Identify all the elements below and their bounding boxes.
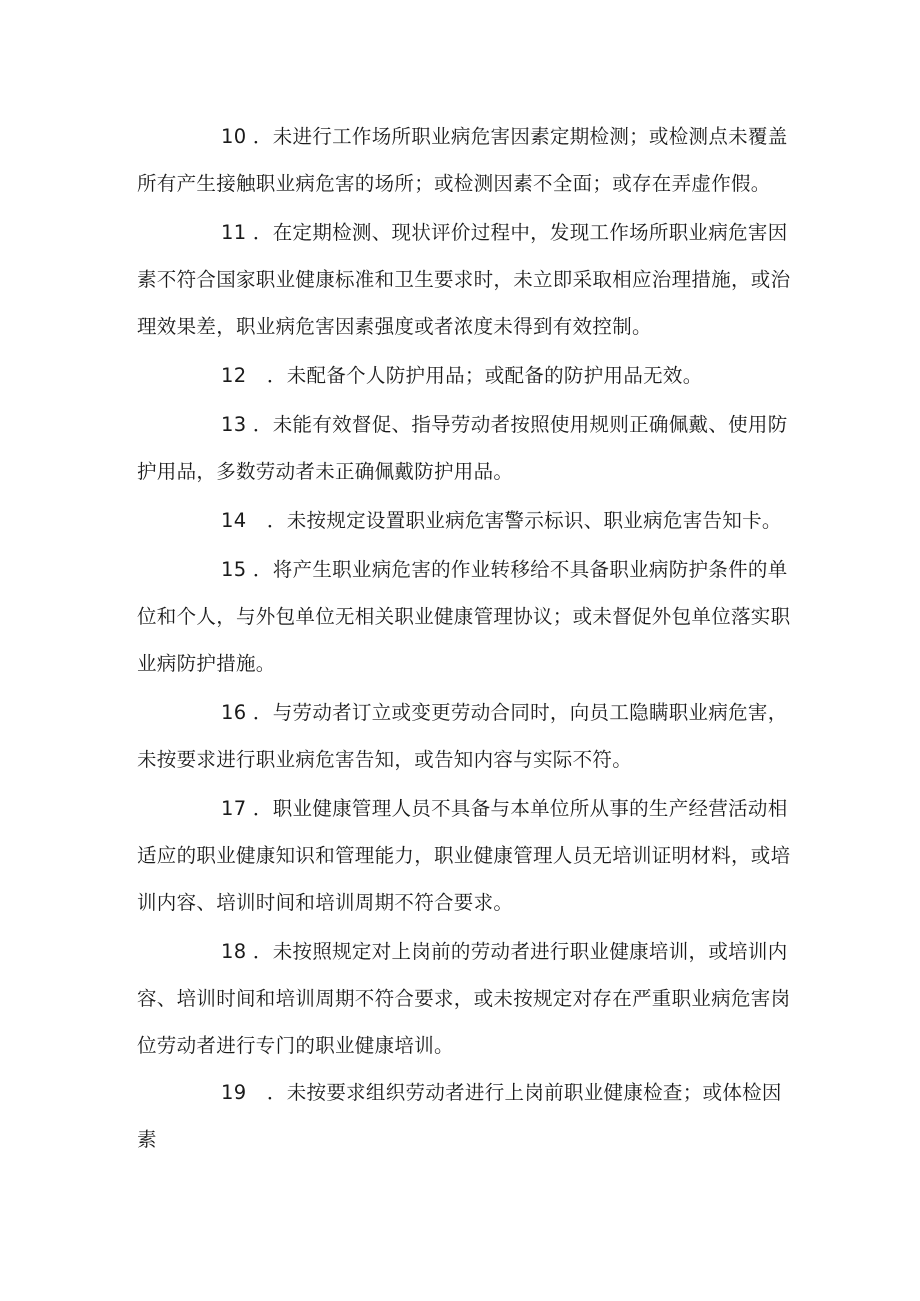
item-number: 12 (221, 364, 247, 387)
item-text: ．职业健康管理人员不具备与本单位所从事的生产经营活动相适应的职业健康知识和管理能力，职业健康管理人员无培训证明材料，或培训内容、培训时间和培训周期不符合要求。 (137, 797, 791, 914)
item-number: 14 (221, 509, 247, 532)
item-number: 11 (221, 221, 247, 244)
item-text: ．未按要求组织劳动者进行上岗前职业健康检查；或体检因素 (137, 1081, 782, 1151)
list-item (137, 1069, 793, 1163)
item-text: ．未配备个人防护用品；或配备的防护用品无效。 (266, 364, 703, 387)
list-item (137, 352, 793, 399)
item-number: 10 (221, 125, 247, 148)
item-number: 13 (221, 413, 247, 436)
list-item (137, 497, 793, 544)
document-body (137, 113, 793, 1163)
item-text: ．未进行工作场所职业病危害因素定期检测；或检测点未覆盖所有产生接触职业病危害的场所；或检测因素不全面；或存在弄虚作假。 (137, 125, 788, 195)
item-text: ．与劳动者订立或变更劳动合同时，向员工隐瞒职业病危害，未按要求进行职业病危害告知，或告知内容与实际不符。 (137, 701, 788, 771)
item-text: ．未能有效督促、指导劳动者按照使用规则正确佩戴、使用防护用品，多数劳动者未正确佩戴防护用品。 (137, 413, 788, 483)
item-number: 17 (221, 797, 247, 820)
list-item (137, 689, 793, 783)
list-item (137, 113, 793, 207)
item-number: 19 (221, 1081, 247, 1104)
item-number: 18 (221, 940, 247, 963)
list-item (137, 546, 793, 687)
list-item (137, 785, 793, 926)
list-item (137, 401, 793, 495)
list-item (137, 209, 793, 350)
item-number: 16 (221, 701, 247, 724)
item-text: ．未按照规定对上岗前的劳动者进行职业健康培训，或培训内容、培训时间和培训周期不符合要求，或未按规定对存在严重职业病危害岗位劳动者进行专门的职业健康培训。 (137, 940, 791, 1057)
item-text: ．将产生职业病危害的作业转移给不具备职业病防护条件的单位和个人，与外包单位无相关职业健康管理协议；或未督促外包单位落实职业病防护措施。 (137, 558, 791, 675)
item-number: 15 (221, 558, 247, 581)
list-item (137, 928, 793, 1069)
item-text: ．未按规定设置职业病危害警示标识、职业病危害告知卡。 (266, 509, 782, 532)
item-text: ．在定期检测、现状评价过程中，发现工作场所职业病危害因素不符合国家职业健康标准和卫生要求时，未立即采取相应治理措施，或治理效果差，职业病危害因素强度或者浓度未得到有效控制。 (137, 221, 791, 338)
